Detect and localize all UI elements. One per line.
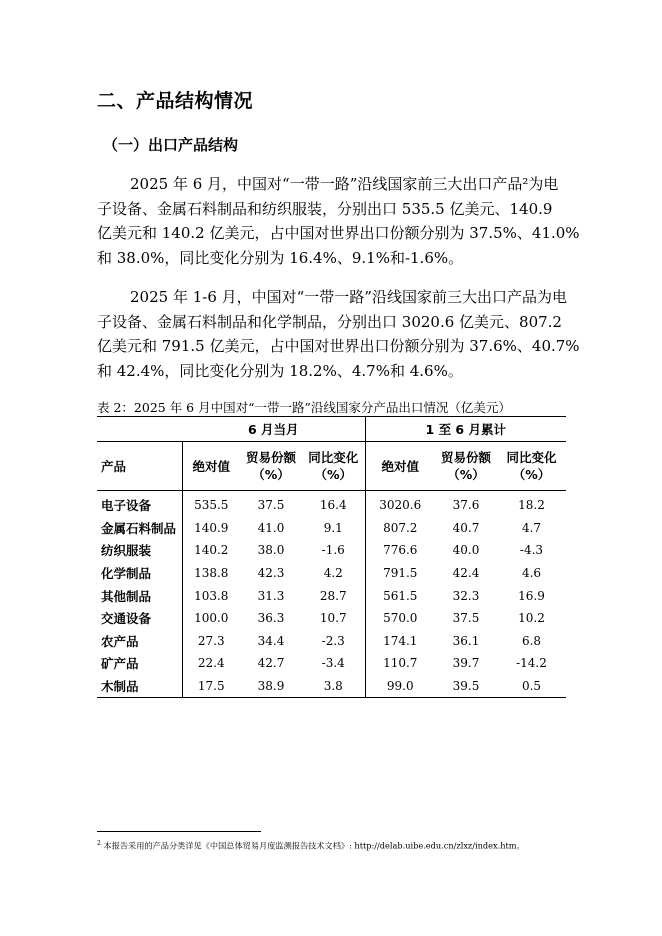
month-abs-cell: 100.0 — [182, 607, 240, 630]
cum-share-cell: 37.6 — [452, 498, 480, 513]
table-caption: 表 2：2025 年 6 月中国对“一带一路”沿线国家分产品出口情况（亿美元） — [97, 400, 511, 415]
product-cell: 矿产品 — [101, 656, 139, 672]
table-row — [97, 562, 566, 585]
header-abs: 绝对值 — [365, 442, 435, 491]
product-cell: 木制品 — [97, 675, 182, 698]
product-cell: 纺织服装 — [101, 543, 152, 559]
header-yoy: 同比变化 （%） — [497, 442, 566, 491]
cum-share-cell: 40.7 — [452, 520, 480, 535]
month-yoy-cell: 28.7 — [319, 588, 347, 603]
header-empty-cell — [97, 417, 182, 442]
cum-yoy-cell: 18.2 — [518, 498, 545, 513]
table-column-header-row — [97, 442, 566, 491]
month-share-cell: 34.4 — [257, 633, 285, 648]
product-cell: 交通设备 — [101, 611, 152, 627]
table-body — [97, 491, 566, 698]
export-by-product-table — [97, 416, 566, 698]
product-cell: 金属石料制品 — [101, 520, 177, 536]
table-row — [97, 491, 566, 517]
month-share-cell: 42.7 — [257, 656, 285, 671]
month-yoy-cell: 4.2 — [323, 566, 343, 581]
month-abs-cell: 103.8 — [182, 584, 240, 607]
cum-abs-cell: 791.5 — [365, 562, 435, 585]
header-abs: 绝对值 — [182, 442, 240, 491]
table-row — [97, 584, 566, 607]
header-share: 贸易份额 （%） — [435, 442, 497, 491]
table-row — [97, 539, 566, 562]
cum-abs-cell: 570.0 — [365, 607, 435, 630]
cum-abs-cell: 807.2 — [365, 517, 435, 540]
month-share-cell: 36.3 — [257, 611, 285, 626]
table-row — [97, 630, 566, 653]
cum-yoy-cell: 10.2 — [518, 611, 545, 626]
header-cumulative: 1 至 6 月累计 — [365, 417, 566, 442]
month-abs-cell: 138.8 — [182, 562, 240, 585]
paragraph-line: 亿美元和 791.5 亿美元，占中国对世界出口份额分别为 37.6%、40.7% — [97, 337, 580, 355]
month-yoy-cell: 16.4 — [319, 498, 347, 513]
paragraph-line: 2025 年 6 月，中国对“一带一路”沿线国家前三大出口产品²为电 — [130, 175, 559, 193]
table-row — [97, 517, 566, 540]
table-group-header-row — [97, 417, 566, 442]
cum-share-cell: 40.0 — [452, 543, 480, 558]
footnote: $^2$ 本报告采用的产品分类详见《中国总体贸易月度监测报告技术文档》: http://delab.uibe.edu.cn/zlxz/index.htm。 — [97, 840, 525, 851]
cum-yoy-cell: 4.6 — [521, 566, 542, 581]
month-yoy-cell: 10.7 — [319, 611, 347, 626]
cum-yoy-cell: 6.8 — [521, 633, 542, 648]
section-heading: 二、产品结构情况 — [97, 90, 254, 112]
cum-abs-cell: 99.0 — [365, 675, 435, 698]
month-yoy-cell: -3.4 — [321, 656, 345, 671]
cum-yoy-cell: -4.3 — [519, 543, 544, 558]
product-cell: 其他制品 — [101, 588, 152, 604]
month-share-cell: 38.0 — [257, 543, 285, 558]
cum-share-cell: 32.3 — [452, 588, 480, 603]
cum-yoy-cell: -14.2 — [516, 656, 547, 671]
month-share-cell: 38.9 — [240, 675, 302, 698]
month-abs-cell: 535.5 — [182, 491, 240, 517]
paragraph-jan-jun — [97, 285, 580, 383]
header-product: 产品 — [97, 442, 182, 491]
month-share-cell: 41.0 — [257, 520, 285, 535]
paragraph-line: 子设备、金属石料制品和纺织服装，分别出口 535.5 亿美元、140.9 — [97, 199, 553, 218]
cum-share-cell: 36.1 — [452, 633, 480, 648]
month-abs-cell: 27.3 — [182, 630, 240, 653]
paragraph-line: 和 38.0%，同比变化分别为 16.4%、9.1%和-1.6%。 — [97, 248, 464, 267]
cum-abs-cell: 110.7 — [365, 652, 435, 675]
subsection-heading: （一）出口产品结构 — [103, 136, 239, 154]
product-cell: 农产品 — [101, 633, 139, 649]
header-yoy: 同比变化 （%） — [302, 442, 365, 491]
month-yoy-cell: -1.6 — [321, 543, 345, 558]
paragraph-line: 和 42.4%，同比变化分别为 18.2%、4.7%和 4.6%。 — [97, 361, 463, 380]
header-june: 6 月当月 — [182, 417, 365, 442]
month-abs-cell: 140.2 — [182, 539, 240, 562]
paragraph-line: 亿美元和 140.2 亿美元，占中国对世界出口份额分别为 37.5%、41.0% — [97, 224, 580, 242]
month-yoy-cell: 3.8 — [302, 675, 365, 698]
month-abs-cell: 17.5 — [182, 675, 240, 698]
table-row — [97, 652, 566, 675]
month-yoy-cell: 9.1 — [323, 520, 343, 535]
paragraph-line: 子设备、金属石料制品和化学制品，分别出口 3020.6 亿美元、807.2 — [97, 312, 562, 331]
table-row — [97, 607, 566, 630]
cum-share-cell: 42.4 — [452, 566, 480, 581]
paragraph-june — [97, 172, 580, 270]
month-share-cell: 31.3 — [257, 588, 285, 603]
table-row — [97, 675, 566, 698]
month-abs-cell: 22.4 — [182, 652, 240, 675]
product-cell: 电子设备 — [101, 498, 152, 514]
month-share-cell: 42.3 — [257, 566, 285, 581]
paragraph-line: 2025 年 1-6 月，中国对“一带一路”沿线国家前三大出口产品为电 — [130, 288, 567, 306]
month-share-cell: 37.5 — [257, 498, 285, 513]
cum-share-cell: 39.7 — [452, 656, 480, 671]
product-cell: 化学制品 — [101, 566, 152, 582]
footnote-divider — [97, 831, 261, 832]
month-yoy-cell: -2.3 — [321, 633, 345, 648]
cum-abs-cell: 561.5 — [365, 584, 435, 607]
cum-yoy-cell: 4.7 — [521, 520, 542, 535]
cum-abs-cell: 776.6 — [365, 539, 435, 562]
header-share: 贸易份额 （%） — [240, 442, 302, 491]
cum-yoy-cell: 0.5 — [497, 675, 566, 698]
cum-share-cell: 39.5 — [435, 675, 497, 698]
cum-share-cell: 37.5 — [452, 611, 480, 626]
month-abs-cell: 140.9 — [182, 517, 240, 540]
cum-yoy-cell: 16.9 — [518, 588, 545, 603]
cum-abs-cell: 3020.6 — [365, 491, 435, 517]
cum-abs-cell: 174.1 — [365, 630, 435, 653]
